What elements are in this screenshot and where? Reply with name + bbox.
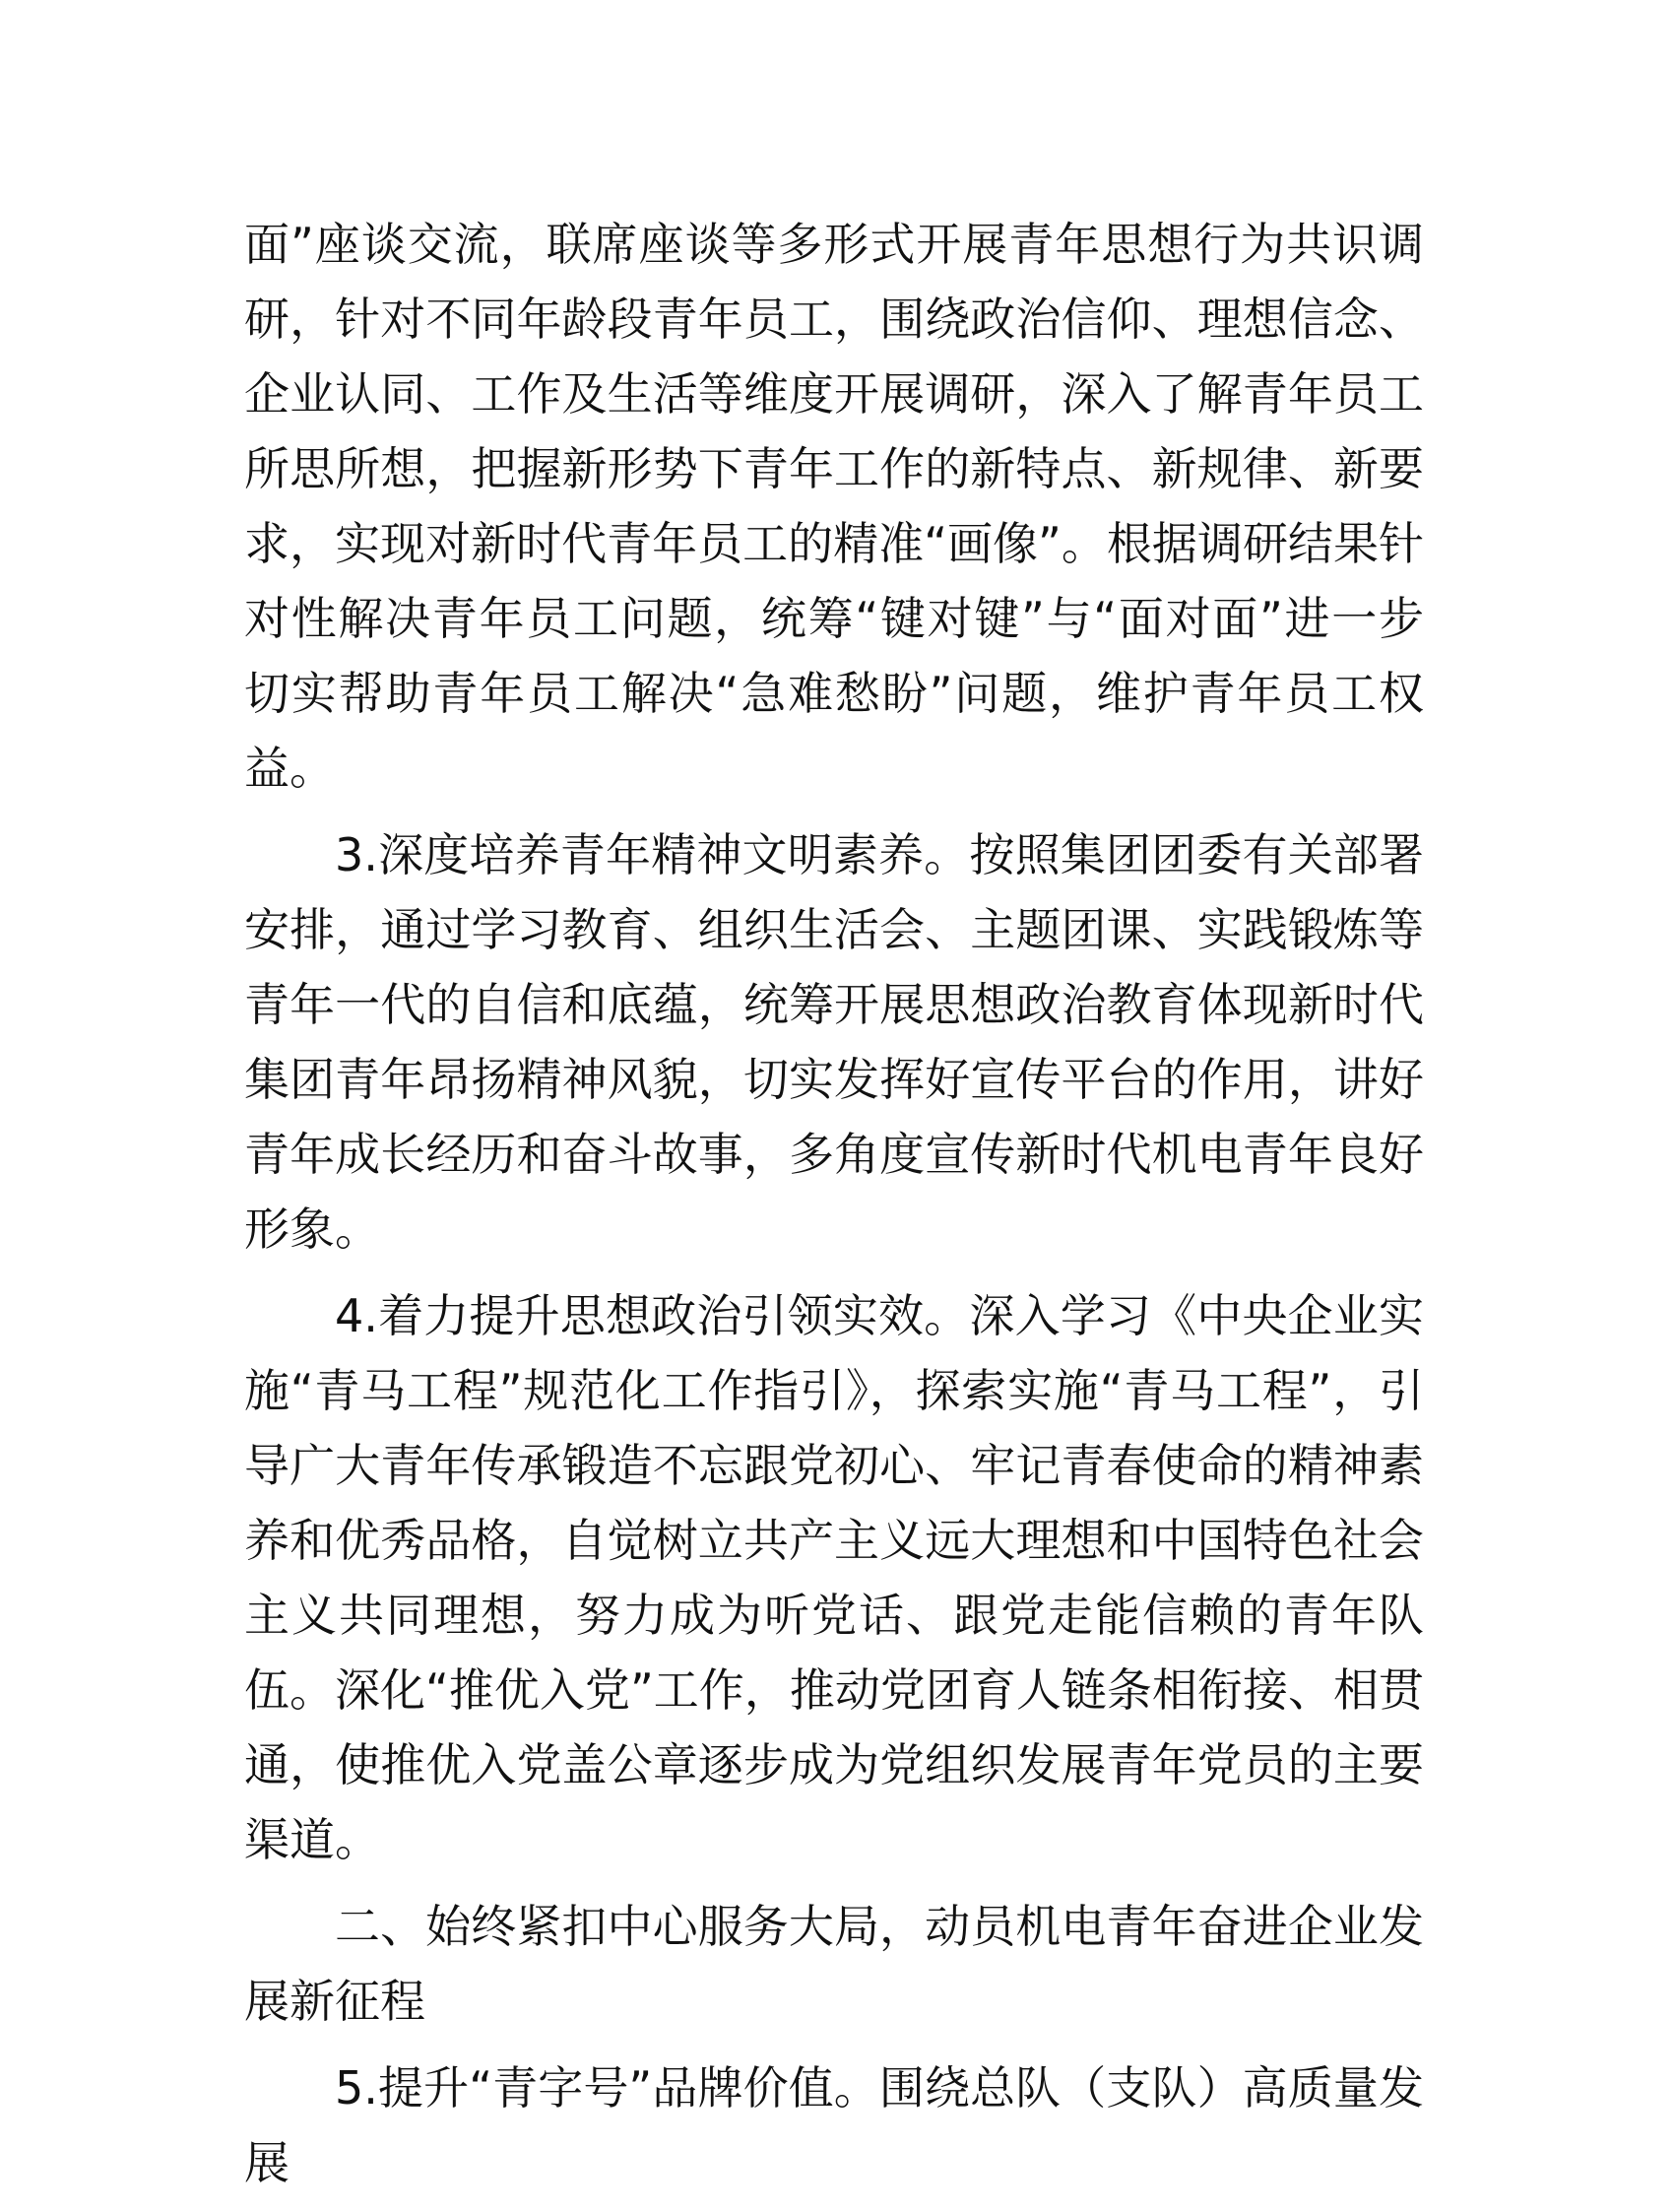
paragraph-continuation: 面”座谈交流，联席座谈等多形式开展青年思想行为共识调研，针对不同年龄段青年员工，围绕政治信仰、理想信念、企业认同、工作及生活等维度开展调研，深入了解青年员工所思所想，把握新形势下青年工作的新特点、新规律、新要求，实现对新时代青年员工的精准“画像”。根据调研结果针对性解决青年员工问题，统筹“键对键”与“面对面”进一步切实帮助青年员工解决“急难愁盼”问题，维护青年员工权益。: [244, 218, 1424, 795]
section-heading-2: 二、始终紧扣中心服务大局，动员机电青年奋进企业发展新征程: [244, 1900, 1424, 2028]
paragraph-item-5: 5.提升“青字号”品牌价值。围绕总队（支队）高质量发展: [244, 2061, 1424, 2189]
document-page: [244, 207, 1424, 2212]
paragraph-item-4: 4.着力提升思想政治引领实效。深入学习《中央企业实施“青马工程”规范化工作指引》，探索实施“青马工程”，引导广大青年传承锻造不忘跟党初心、牢记青春使命的精神素养和优秀品格，自觉树立共产主义远大理想和中国特色社会主义共同理想，努力成为听党话、跟党走能信赖的青年队伍。深化“推优入党”工作，推动党团育人链条相衔接、相贯通，使推优入党盖公章逐步成为党组织发展青年党员的主要渠道。: [244, 1289, 1424, 1866]
paragraph-item-3: 3.深度培养青年精神文明素养。按照集团团委有关部署安排，通过学习教育、组织生活会、主题团课、实践锻炼等青年一代的自信和底蕴，统筹开展思想政治教育体现新时代集团青年昂扬精神风貌，切实发挥好宣传平台的作用，讲好青年成长经历和奋斗故事，多角度宣传新时代机电青年良好形象。: [244, 828, 1424, 1256]
